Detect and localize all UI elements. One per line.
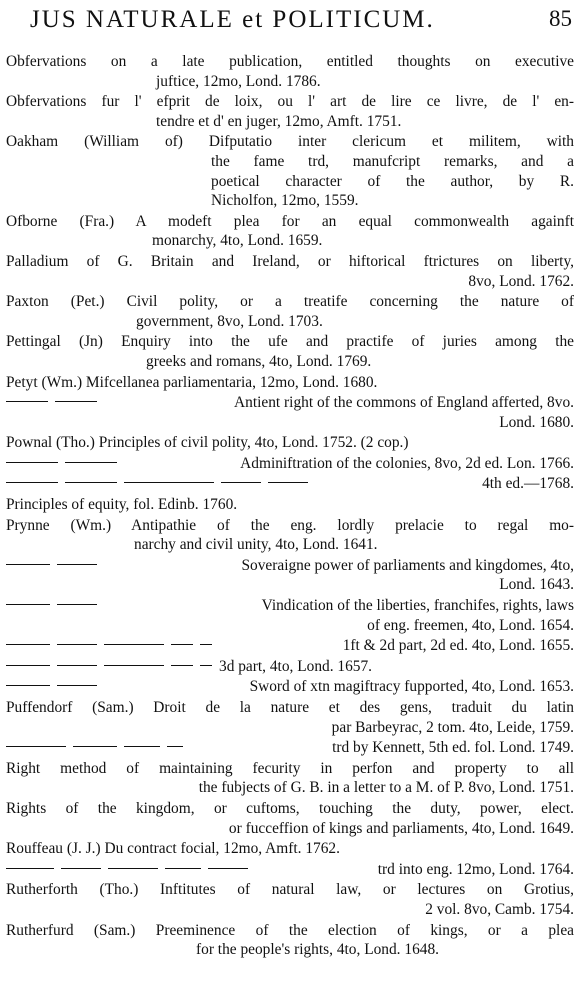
entry-line: government, 8vo, Lond. 1703. [136, 312, 323, 330]
ditto-dash [221, 482, 261, 483]
entry-line: 8vo, Lond. 1762. [468, 272, 574, 290]
bibliography-entry [6, 657, 574, 677]
entry-line: Pettingal (Jn) Enquiry into the ufe and practife of juries among the [6, 333, 574, 351]
entry-line: poetical character of the author, by R. [211, 172, 574, 190]
entry-line: Rights of the kingdom, or cuftoms, touching the duty, power, elect. [6, 799, 574, 817]
entry-line [6, 738, 574, 758]
entry-line: Lond. 1680. [499, 413, 574, 431]
entry-line: for the people's rights, 4to, Lond. 1648. [196, 941, 440, 959]
ditto-dash [57, 644, 97, 645]
entry-line [6, 474, 574, 494]
ditto-dash [57, 665, 97, 666]
entry-line: Obfervations fur l' efprit de loix, ou l' art de lire ce livre, de l' en- [6, 93, 574, 111]
entry-text: trd by Kennett, 5th ed. fol. Lond. 1749. [332, 739, 574, 757]
ditto-dash [6, 644, 50, 645]
entry-line: Palladium of G. Britain and Ireland, or hiftorical ftrictures on liberty, [6, 252, 574, 270]
bibliography-entry [6, 495, 574, 515]
entry-line [6, 657, 574, 677]
ditto-dash [73, 746, 117, 747]
ditto-dash [6, 746, 66, 747]
bibliography-entry [6, 516, 574, 555]
bibliography-entry [6, 132, 574, 210]
ditto-dash [167, 746, 183, 747]
bibliography-entry [6, 52, 574, 91]
entry-line: Ofborne (Fra.) A modeft plea for an equal commonwealth againft [6, 212, 574, 230]
entry-line: narchy and civil unity, 4to, Lond. 1641. [134, 536, 378, 554]
bibliography-entry [6, 252, 574, 291]
entry-line: the fame trd, manufcript remarks, and a [211, 152, 574, 170]
ditto-dash [108, 868, 158, 869]
bibliography-entry [6, 474, 574, 494]
entry-line: Prynne (Wm.) Antipathie of the eng. lordly prelacie to regal mo- [6, 516, 574, 534]
entry-line: juftice, 12mo, Lond. 1786. [156, 72, 321, 90]
ditto-dash [6, 564, 50, 565]
entry-line: Rutherfurd (Sam.) Preeminence of the election of kings, or a plea [6, 921, 574, 939]
ditto-dash [6, 665, 50, 666]
entry-line: Rutherforth (Tho.) Inftitutes of natural law, or lectures on Grotius, [6, 881, 574, 899]
running-header [0, 4, 586, 38]
entry-text: Antient right of the commons of England afferted, 8vo. [234, 394, 574, 412]
ditto-dash [165, 868, 201, 869]
entry-text: Adminiftration of the colonies, 8vo, 2d ed. Lon. 1766. [240, 454, 574, 472]
bibliography-entry [6, 880, 574, 919]
bibliography-entry [6, 921, 574, 960]
ditto-dash [57, 685, 97, 686]
entry-line: Petyt (Wm.) Mifcellanea parliamentaria, 12mo, Lond. 1680. [6, 373, 378, 391]
bibliography-entry [6, 212, 574, 251]
entry-text: Vindication of the liberties, franchifes, rights, laws [261, 597, 574, 615]
bibliography-list [6, 52, 574, 961]
entry-line: the fubjects of G. B. in a letter to a M. of P. 8vo, Lond. 1751. [198, 779, 574, 797]
ditto-dash [104, 644, 164, 645]
ditto-dash [171, 644, 193, 645]
bibliography-entry [6, 677, 574, 697]
entry-text: Sword of xtn magiftracy fupported, 4to, Lond. 1653. [249, 678, 574, 696]
entry-line: Nicholfon, 12mo, 1559. [211, 192, 359, 210]
bibliography-entry [6, 332, 574, 371]
bibliography-entry [6, 759, 574, 798]
bibliography-entry [6, 799, 574, 838]
entry-line: monarchy, 4to, Lond. 1659. [152, 232, 323, 250]
ditto-dash [65, 482, 117, 483]
entry-text: 4th ed.—1768. [482, 475, 574, 493]
entry-line: 2 vol. 8vo, Camb. 1754. [425, 900, 574, 918]
bibliography-entry [6, 698, 574, 737]
bibliography-entry [6, 556, 574, 595]
ditto-dash [57, 564, 97, 565]
ditto-dash [124, 746, 160, 747]
entry-line: Paxton (Pet.) Civil polity, or a treatife concerning the nature of [6, 293, 574, 311]
entry-line: Puffendorf (Sam.) Droit de la nature et des gens, traduit du latin [6, 699, 574, 716]
entry-line: tendre et d' en juger, 12mo, Amft. 1751. [156, 112, 402, 130]
bibliography-entry [6, 839, 574, 859]
bibliography-entry [6, 738, 574, 758]
entry-line [6, 677, 574, 697]
bibliography-entry [6, 433, 574, 453]
entry-line: or fucceffion of kings and parliaments, 4to, Lond. 1649. [228, 819, 574, 837]
entry-line: par Barbeyrac, 2 tom. 4to, Leide, 1759. [331, 718, 574, 736]
bibliography-entry [6, 636, 574, 656]
bibliography-entry [6, 292, 574, 331]
ditto-dash [61, 868, 101, 869]
ditto-dash [55, 401, 97, 402]
ditto-dash [268, 482, 308, 483]
entry-line [6, 454, 574, 474]
ditto-dash [200, 644, 212, 645]
page-title: JUS NATURALE et POLITICUM. [30, 6, 435, 33]
entry-text: trd into eng. 12mo, Lond. 1764. [377, 860, 574, 878]
entry-line: of eng. freemen, 4to, Lond. 1654. [367, 616, 574, 634]
bibliography-entry [6, 596, 574, 635]
ditto-dash [200, 665, 212, 666]
ditto-dash [6, 482, 58, 483]
entry-line: Principles of equity, fol. Edinb. 1760. [6, 496, 238, 514]
ditto-dash [57, 604, 97, 605]
ditto-dash [6, 462, 58, 463]
entry-line: Obfervations on a late publication, entitled thoughts on executive [6, 53, 574, 70]
ditto-dash [65, 462, 117, 463]
entry-text: 3d part, 4to, Lond. 1657. [219, 657, 373, 675]
ditto-dash [208, 868, 248, 869]
entry-text: Soveraigne power of parliaments and kingdomes, 4to, [241, 556, 574, 574]
ditto-dash [6, 868, 54, 869]
entry-line [6, 393, 574, 413]
entry-line [6, 860, 574, 880]
entry-text: 1ft & 2d part, 2d ed. 4to, Lond. 1655. [342, 637, 574, 655]
bibliography-entry [6, 92, 574, 131]
bibliography-entry [6, 454, 574, 474]
ditto-dash [171, 665, 193, 666]
entry-line [6, 636, 574, 656]
ditto-dash [6, 401, 48, 402]
page-number: 85 [549, 6, 572, 31]
entry-line: Pownal (Tho.) Principles of civil polity, 4to, Lond. 1752. (2 cop.) [6, 434, 409, 452]
entry-line: Lond. 1643. [499, 576, 574, 594]
entry-line: Rouffeau (J. J.) Du contract focial, 12mo, Amft. 1762. [6, 840, 340, 858]
entry-line [6, 596, 574, 616]
bibliography-entry [6, 373, 574, 393]
entry-line: greeks and romans, 4to, Lond. 1769. [146, 352, 372, 370]
bibliography-entry [6, 860, 574, 880]
ditto-dash [6, 685, 50, 686]
ditto-dash [6, 604, 50, 605]
entry-line: Oakham (William of) Difputatio inter clericum et militem, with [6, 133, 574, 151]
bibliography-entry [6, 393, 574, 432]
ditto-dash [124, 482, 214, 483]
entry-line: Right method of maintaining fecurity in perfon and property to all [6, 759, 574, 777]
ditto-dash [104, 665, 164, 666]
entry-line [6, 556, 574, 576]
